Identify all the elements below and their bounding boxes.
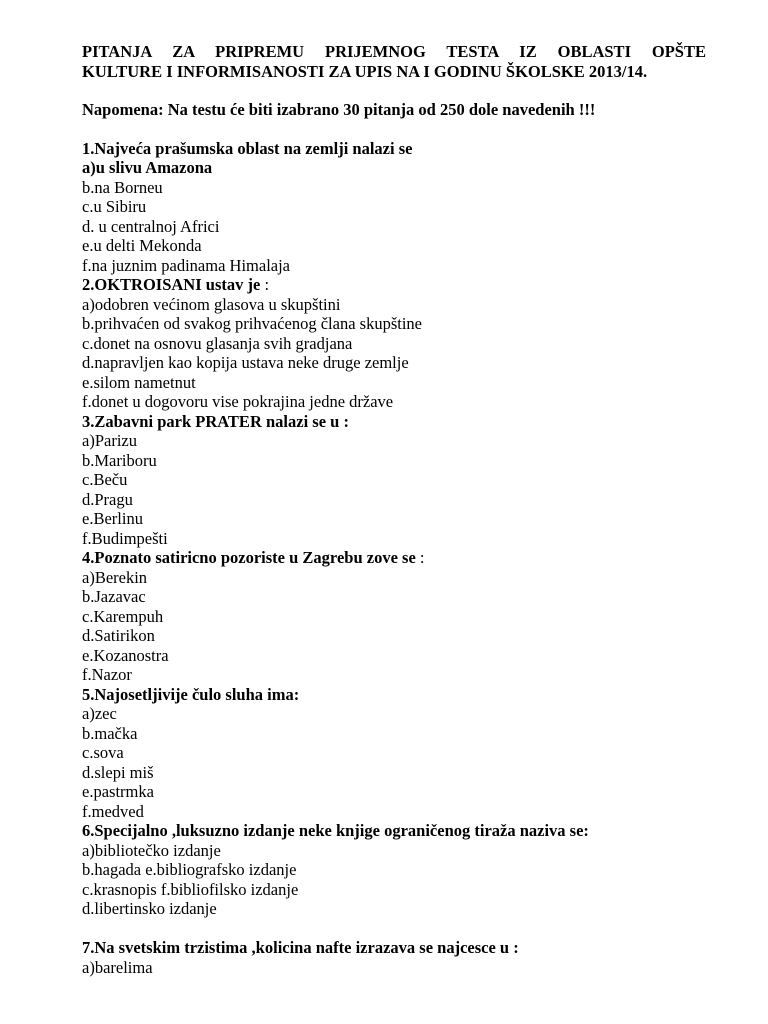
- answer-option: f.Nazor: [82, 665, 132, 684]
- question-5: [82, 685, 706, 822]
- question-text: 7.Na svetskim trzistima ,kolicina nafte izrazava se najcesce u :: [82, 938, 519, 957]
- answer-option: a)bibliotečko izdanje: [82, 840, 221, 860]
- answer-option: b.hagada e.bibliografsko izdanje: [82, 860, 297, 879]
- answer-option: d.Pragu: [82, 489, 133, 509]
- answer-option: e.silom nametnut: [82, 372, 196, 392]
- answer-option: b.Mariboru: [82, 450, 157, 470]
- document-page: [82, 42, 706, 977]
- question-4: [82, 548, 706, 685]
- answer-option: c.sova: [82, 743, 124, 762]
- note: Napomena: Na testu će biti izabrano 30 pitanja od 250 dole navedenih !!!: [82, 100, 596, 119]
- answer-option: d.napravljen kao kopija ustava neke druge zemlje: [82, 353, 409, 372]
- answer-option: d.slepi miš: [82, 762, 154, 782]
- answer-option: d.libertinsko izdanje: [82, 899, 217, 918]
- answer-option: c.Karempuh: [82, 606, 164, 626]
- title-line-1: PITANJA ZA PRIPREMU PRIJEMNOG TESTA IZ OBLASTI OPŠTE: [82, 42, 706, 61]
- question-text: 3.Zabavni park PRATER nalazi se u :: [82, 411, 349, 431]
- answer-option: e.Kozanostra: [82, 645, 169, 665]
- question-list: [82, 139, 706, 978]
- question-1: [82, 139, 706, 276]
- answer-option: b.Jazavac: [82, 587, 146, 606]
- answer-option: b.prihvaćen od svakog prihvaćenog člana skupštine: [82, 314, 422, 333]
- answer-option: d. u centralnoj Africi: [82, 216, 220, 236]
- blank-line: [82, 919, 706, 939]
- answer-option: a)u slivu Amazona: [82, 158, 213, 177]
- answer-option: a)zec: [82, 704, 117, 723]
- question-7: [82, 938, 706, 977]
- answer-option: f.medved: [82, 801, 144, 821]
- answer-option: d.Satirikon: [82, 626, 155, 645]
- answer-option: e.u delti Mekonda: [82, 236, 202, 255]
- question-text: 4.Poznato satiricno pozoriste u Zagrebu zove se :: [82, 548, 425, 567]
- answer-option: f.na juznim padinama Himalaja: [82, 255, 291, 275]
- answer-option: a)odobren većinom glasova u skupštini: [82, 294, 341, 314]
- answer-option: e.pastrmka: [82, 782, 154, 801]
- question-text: 1.Najveća prašumska oblast na zemlji nalazi se: [82, 138, 413, 158]
- answer-option: c.Beču: [82, 470, 128, 489]
- answer-option: c.donet na osnovu glasanja svih gradjana: [82, 333, 353, 353]
- question-3: [82, 412, 706, 549]
- title-line-2: KULTURE I INFORMISANOSTI ZA UPIS NA I GODINU ŠKOLSKE 2013/14.: [82, 61, 648, 81]
- answer-option: e.Berlinu: [82, 509, 143, 528]
- question-2: [82, 275, 706, 412]
- question-text: 5.Najosetljivije čulo sluha ima:: [82, 684, 300, 704]
- answer-option: c.u Sibiru: [82, 197, 147, 216]
- question-6: [82, 821, 706, 919]
- answer-option: b.na Borneu: [82, 177, 163, 197]
- answer-option: b.mačka: [82, 723, 138, 743]
- answer-option: a)Berekin: [82, 567, 148, 587]
- document-title: [82, 42, 706, 81]
- answer-option: f.Budimpešti: [82, 528, 168, 548]
- answer-option: a)barelima: [82, 957, 153, 977]
- answer-option: a)Parizu: [82, 431, 137, 450]
- question-text: 2.OKTROISANI ustav je :: [82, 275, 270, 294]
- answer-option: f.donet u dogovoru vise pokrajina jedne države: [82, 392, 394, 411]
- question-text: 6.Specijalno ,luksuzno izdanje neke knjige ograničenog tiraža naziva se:: [82, 821, 589, 840]
- answer-option: c.krasnopis f.bibliofilsko izdanje: [82, 879, 299, 899]
